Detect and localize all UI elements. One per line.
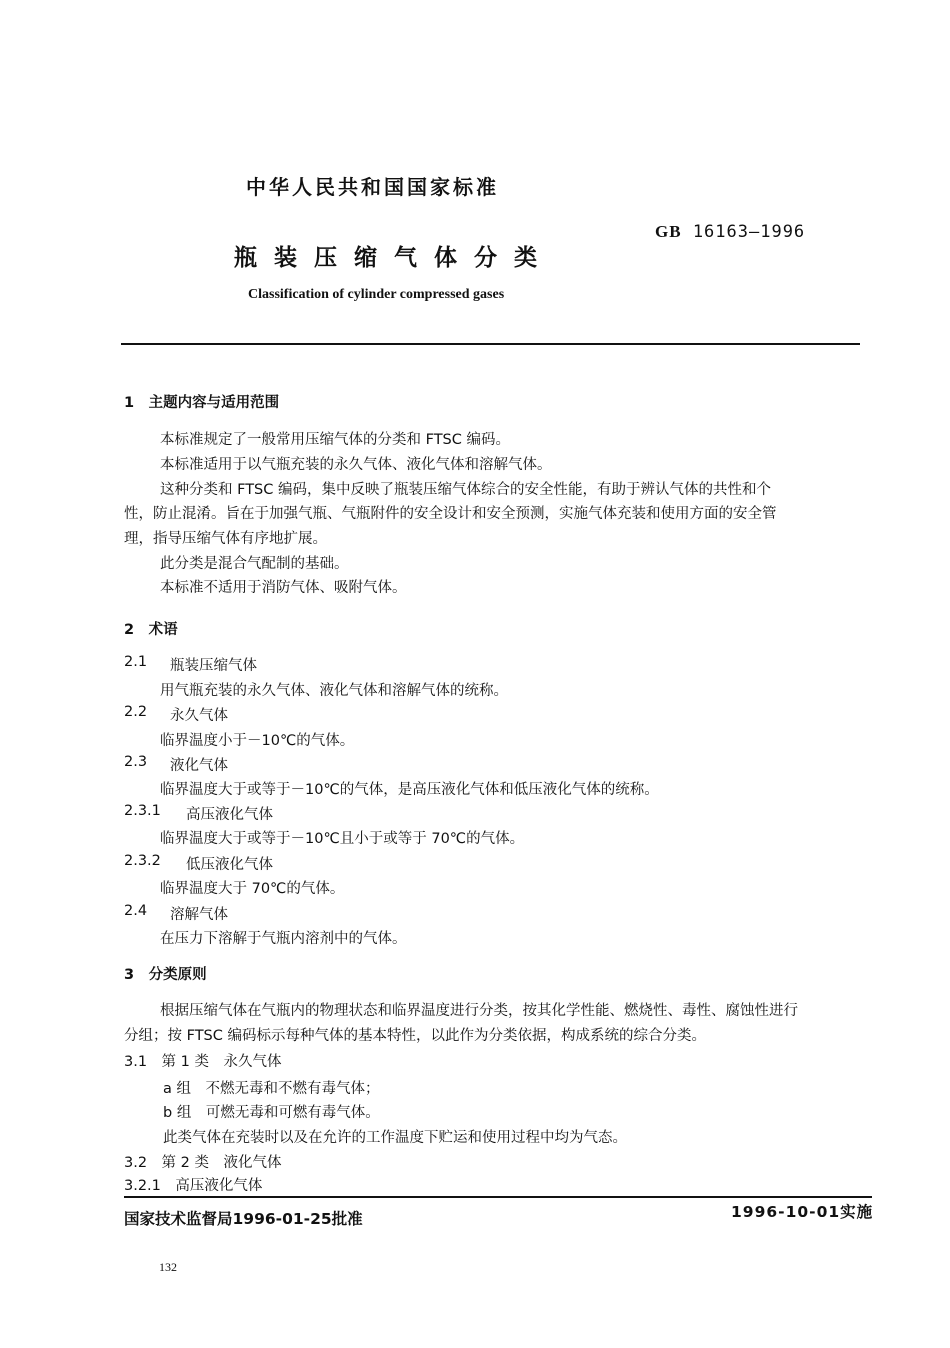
section-3-heading: 3 分类原则: [124, 967, 207, 983]
section-3-para-line-1: 根据压缩气体在气瓶内的物理状态和临界温度进行分类，按其化学性能、燃烧性、毒性、腐蚀性进行: [160, 1003, 798, 1019]
term-2-2-name: 永久气体: [170, 708, 228, 724]
term-2-3-1-definition: 临界温度大于或等于－10℃且小于或等于 70℃的气体。: [160, 831, 525, 847]
term-2-1-number: 2.1: [124, 654, 148, 670]
term-2-3-2-definition: 临界温度大于 70℃的气体。: [160, 881, 345, 897]
clause-3-2: 3.2 第 2 类 液化气体: [124, 1155, 282, 1171]
section-1-heading: 1 主题内容与适用范围: [124, 395, 280, 411]
page-number: 132: [159, 1260, 177, 1274]
approval-statement: 国家技术监督局1996-01-25批准: [124, 1210, 363, 1228]
section-1-para-3-line-1: 这种分类和 FTSC 编码，集中反映了瓶装压缩气体综合的安全性能，有助于辨认气体的共性和个: [160, 482, 771, 498]
term-2-3-2-name: 低压液化气体: [186, 857, 273, 873]
term-2-2-definition: 临界温度小于－10℃的气体。: [160, 733, 355, 749]
term-2-1-name: 瓶装压缩气体: [170, 658, 257, 674]
section-1-para-3-line-3: 理，指导压缩气体有序地扩展。: [124, 531, 327, 547]
term-2-3-definition: 临界温度大于或等于－10℃的气体，是高压液化气体和低压液化气体的统称。: [160, 782, 659, 798]
section-1-para-3-line-2: 性，防止混淆。旨在于加强气瓶、气瓶附件的安全设计和安全预测，实施气体充装和使用方面的安全管: [124, 506, 777, 522]
section-1-para-4: 此分类是混合气配制的基础。: [160, 556, 349, 572]
national-standard-label: 中华人民共和国国家标准: [246, 175, 499, 199]
term-2-4-number: 2.4: [124, 903, 148, 919]
footer-divider: [124, 1196, 872, 1198]
term-2-3-2-number: 2.3.2: [124, 853, 161, 869]
term-2-3-name: 液化气体: [170, 758, 228, 774]
clause-3-1-group-a: a 组 不燃无毒和不燃有毒气体；: [163, 1081, 380, 1097]
document-title: 瓶装压缩气体分类: [234, 245, 554, 271]
standard-prefix: GB: [655, 222, 682, 241]
header-divider: [121, 343, 860, 345]
standard-number: [655, 222, 805, 242]
term-2-2-number: 2.2: [124, 704, 148, 720]
term-2-3-1-number: 2.3.1: [124, 803, 161, 819]
section-1-para-2: 本标准适用于以气瓶充装的永久气体、液化气体和溶解气体。: [160, 457, 552, 473]
standard-code: 16163—1996: [692, 222, 806, 242]
term-2-4-name: 溶解气体: [170, 907, 228, 923]
term-2-4-definition: 在压力下溶解于气瓶内溶剂中的气体。: [160, 931, 407, 947]
clause-3-1-group-b: b 组 可燃无毒和可燃有毒气体。: [163, 1105, 380, 1121]
clause-3-2-1: 3.2.1 高压液化气体: [124, 1178, 263, 1194]
term-2-1-definition: 用气瓶充装的永久气体、液化气体和溶解气体的统称。: [160, 683, 508, 699]
implementation-date: 1996-10-01实施: [731, 1203, 874, 1221]
section-3-para-line-2: 分组；按 FTSC 编码标示每种气体的基本特性，以此作为分类依据，构成系统的综合分类。: [124, 1028, 706, 1044]
clause-3-1-note: 此类气体在充装时以及在允许的工作温度下贮运和使用过程中均为气态。: [163, 1130, 627, 1146]
section-1-para-5: 本标准不适用于消防气体、吸附气体。: [160, 580, 407, 596]
term-2-3-1-name: 高压液化气体: [186, 807, 273, 823]
section-1-para-1: 本标准规定了一般常用压缩气体的分类和 FTSC 编码。: [160, 432, 510, 448]
clause-3-1: 3.1 第 1 类 永久气体: [124, 1054, 282, 1070]
section-2-heading: 2 术语: [124, 622, 178, 638]
english-title: Classification of cylinder compressed gases: [248, 287, 505, 302]
term-2-3-number: 2.3: [124, 754, 148, 770]
